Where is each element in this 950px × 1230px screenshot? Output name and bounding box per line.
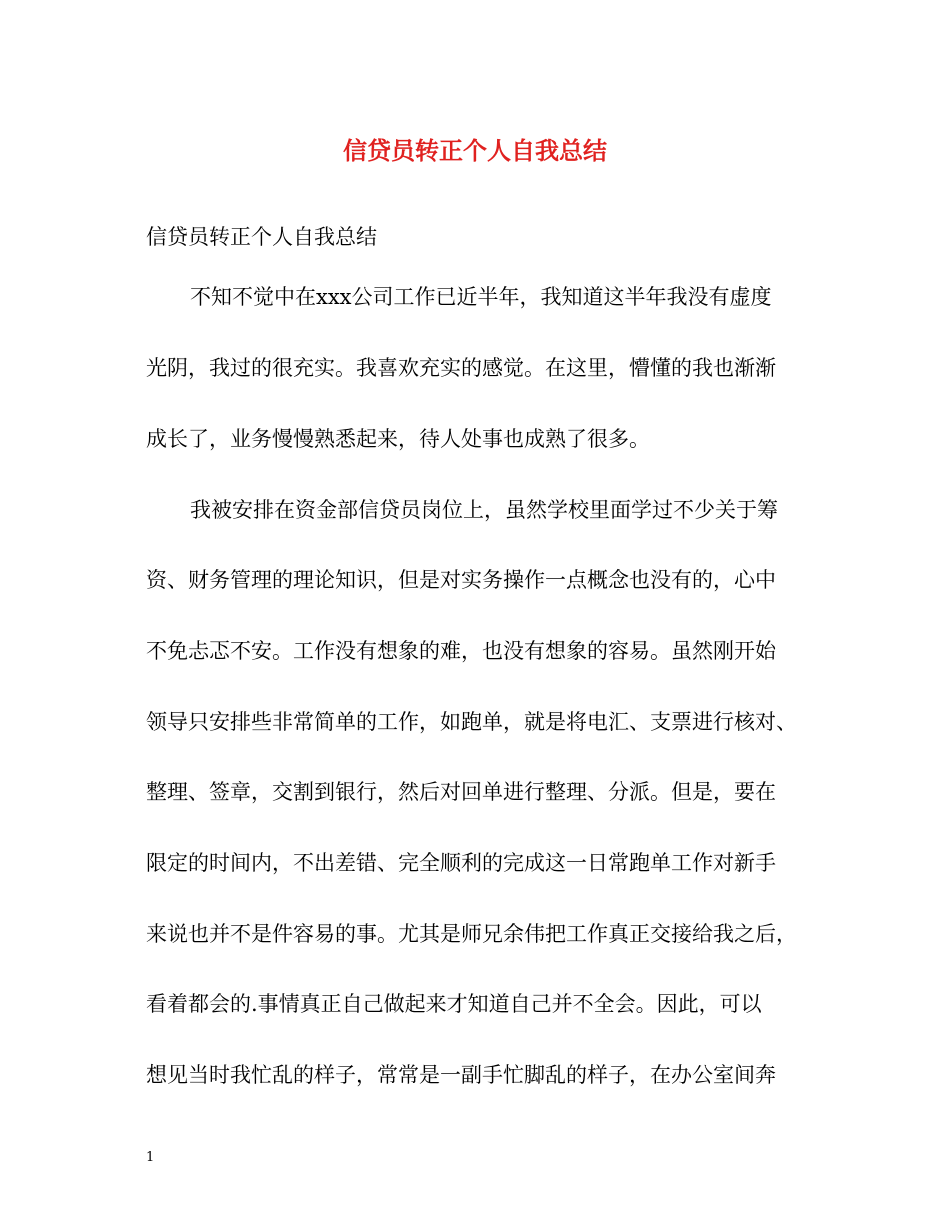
paragraph-line: 资、财务管理的理论知识，但是对实务操作一点概念也没有的，心中	[146, 568, 776, 592]
paragraph-line: 成长了，业务慢慢熟悉起来，待人处事也成熟了很多。	[146, 427, 650, 451]
document-title: 信贷员转正个人自我总结	[343, 136, 607, 165]
paragraph-line: 领导只安排些非常简单的工作，如跑单，就是将电汇、支票进行核对、	[146, 710, 797, 734]
paragraph-line: 想见当时我忙乱的样子，常常是一副手忙脚乱的样子，在办公室间奔	[146, 1063, 776, 1087]
paragraph-line: 不知不觉中在xxx公司工作已近半年，我知道这半年我没有虚度	[190, 285, 772, 309]
document-subtitle: 信贷员转正个人自我总结	[146, 225, 377, 249]
paragraph-line: 来说也并不是件容易的事。尤其是师兄余伟把工作真正交接给我之后，	[146, 922, 797, 946]
page-number: 1	[146, 1150, 155, 1165]
paragraph-line: 看着都会的.事情真正自己做起来才知道自己并不全会。因此，可以	[146, 992, 762, 1016]
paragraph-line: 我被安排在资金部信贷员岗位上，虽然学校里面学过不少关于筹	[190, 498, 778, 522]
paragraph-line: 限定的时间内，不出差错、完全顺利的完成这一日常跑单工作对新手	[146, 851, 776, 875]
paragraph-line: 光阴，我过的很充实。我喜欢充实的感觉。在这里，懵懂的我也渐渐	[146, 356, 776, 380]
paragraph-line: 不免忐忑不安。工作没有想象的难，也没有想象的容易。虽然刚开始	[146, 639, 776, 663]
paragraph-line: 整理、签章，交割到银行，然后对回单进行整理、分派。但是，要在	[146, 780, 776, 804]
